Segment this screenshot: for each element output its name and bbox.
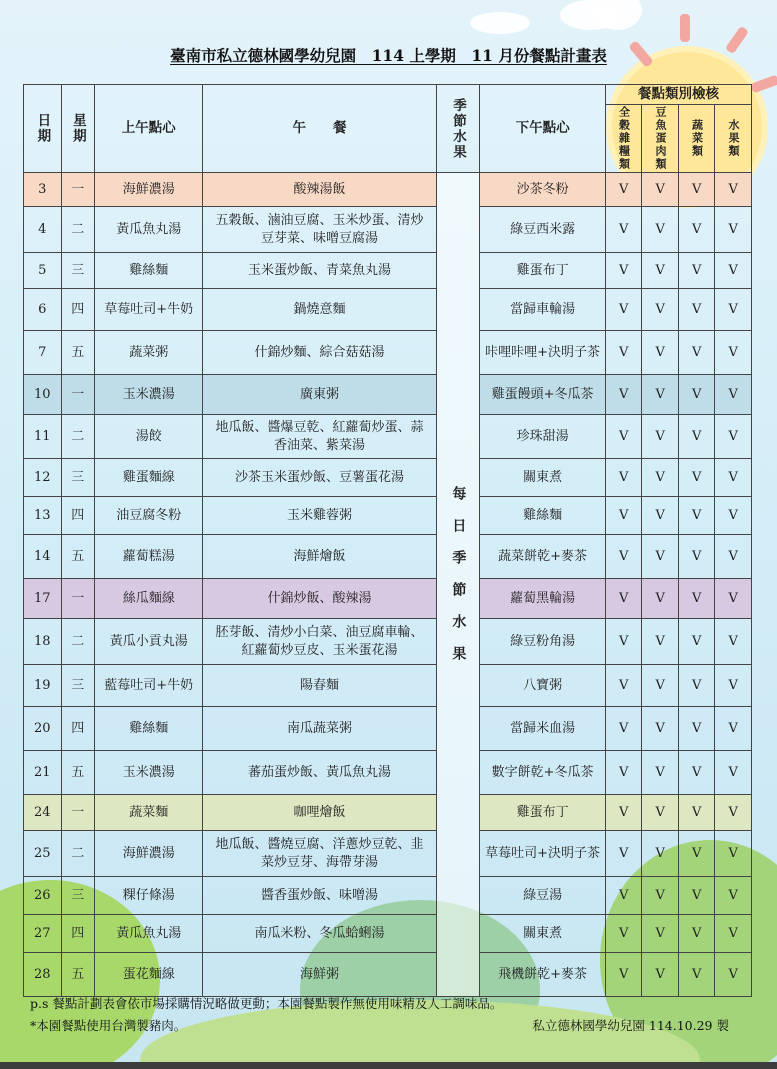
weekday-cell: 三 — [61, 665, 94, 707]
lunch-cell: 沙茶玉米蛋炒飯、豆薯蛋花湯 — [203, 459, 436, 497]
footer-note-1: p.s 餐點計劃表會依市場採購情況略做更動；本園餐點製作無使用味精及人工調味品。 — [30, 996, 503, 1011]
afternoon-snack-cell: 當歸車輪湯 — [480, 289, 606, 331]
lunch-cell: 酸辣湯飯 — [203, 173, 436, 207]
cloud-decoration — [470, 12, 530, 34]
lunch-cell: 南瓜蔬菜粥 — [203, 707, 436, 751]
lunch-cell: 地瓜飯、醬爆豆乾、紅蘿蔔炒蛋、蒜香油菜、紫菜湯 — [203, 415, 436, 459]
weekday-cell: 三 — [61, 459, 94, 497]
afternoon-snack-cell: 咔哩咔哩+決明子茶 — [480, 331, 606, 375]
check-mark-cell: V — [642, 497, 679, 535]
morning-snack-cell: 粿仔條湯 — [94, 877, 202, 915]
header-morning-snack: 上午點心 — [94, 85, 202, 173]
sun-ray-decoration — [750, 75, 777, 94]
weekday-cell: 四 — [61, 915, 94, 953]
check-mark-cell: V — [678, 535, 715, 579]
morning-snack-cell: 湯餃 — [94, 415, 202, 459]
date-cell: 10 — [24, 375, 62, 415]
morning-snack-cell: 雞絲麵 — [94, 707, 202, 751]
afternoon-snack-cell: 蘿蔔黑輪湯 — [480, 579, 606, 619]
weekday-cell: 一 — [61, 375, 94, 415]
morning-snack-cell: 海鮮濃湯 — [94, 173, 202, 207]
check-mark-cell: V — [642, 459, 679, 497]
check-mark-cell: V — [605, 173, 642, 207]
header-seasonal-fruit: 季節水果 — [436, 85, 480, 173]
check-mark-cell: V — [605, 375, 642, 415]
date-cell: 14 — [24, 535, 62, 579]
weekday-cell: 五 — [61, 953, 94, 997]
morning-snack-cell: 雞絲麵 — [94, 253, 202, 289]
afternoon-snack-cell: 雞絲麵 — [480, 497, 606, 535]
check-mark-cell: V — [678, 289, 715, 331]
check-mark-cell: V — [642, 173, 679, 207]
date-cell: 17 — [24, 579, 62, 619]
table-row — [24, 953, 752, 997]
weekday-cell: 五 — [61, 535, 94, 579]
table-row — [24, 665, 752, 707]
morning-snack-cell: 草莓吐司+牛奶 — [94, 289, 202, 331]
morning-snack-cell: 雞蛋麵線 — [94, 459, 202, 497]
morning-snack-cell: 藍莓吐司+牛奶 — [94, 665, 202, 707]
meal-plan-body — [24, 173, 752, 997]
check-mark-cell: V — [678, 207, 715, 253]
check-mark-cell: V — [605, 795, 642, 831]
footer-note-2: *本園餐點使用台灣製豬肉。 — [30, 1018, 187, 1033]
afternoon-snack-cell: 雞蛋饅頭+冬瓜茶 — [480, 375, 606, 415]
date-cell: 5 — [24, 253, 62, 289]
afternoon-snack-cell: 沙茶冬粉 — [480, 173, 606, 207]
check-mark-cell: V — [605, 289, 642, 331]
morning-snack-cell: 海鮮濃湯 — [94, 831, 202, 877]
date-cell: 7 — [24, 331, 62, 375]
weekday-cell: 二 — [61, 415, 94, 459]
lunch-cell: 胚芽飯、清炒小白菜、油豆腐車輪、紅蘿蔔炒豆皮、玉米蛋花湯 — [203, 619, 436, 665]
afternoon-snack-cell: 關東煮 — [480, 915, 606, 953]
table-row — [24, 289, 752, 331]
footer-signature: 私立德林國學幼兒園 114.10.29 製 — [532, 1018, 729, 1033]
table-row — [24, 535, 752, 579]
table-row — [24, 619, 752, 665]
check-mark-cell: V — [605, 915, 642, 953]
check-mark-cell: V — [715, 915, 752, 953]
date-cell: 3 — [24, 173, 62, 207]
check-mark-cell: V — [715, 289, 752, 331]
date-cell: 19 — [24, 665, 62, 707]
afternoon-snack-cell: 八寶粥 — [480, 665, 606, 707]
header-row — [24, 85, 752, 105]
afternoon-snack-cell: 雞蛋布丁 — [480, 253, 606, 289]
afternoon-snack-cell: 關東煮 — [480, 459, 606, 497]
bottom-bar — [0, 1062, 777, 1069]
header-lunch: 午 餐 — [203, 85, 436, 173]
header-date: 日期 — [24, 85, 62, 173]
check-mark-cell: V — [642, 331, 679, 375]
check-mark-cell: V — [715, 579, 752, 619]
date-cell: 6 — [24, 289, 62, 331]
check-mark-cell: V — [715, 207, 752, 253]
weekday-cell: 一 — [61, 173, 94, 207]
lunch-cell: 咖哩燴飯 — [203, 795, 436, 831]
date-cell: 18 — [24, 619, 62, 665]
lunch-cell: 海鮮粥 — [203, 953, 436, 997]
check-mark-cell: V — [715, 253, 752, 289]
morning-snack-cell: 蔬菜麵 — [94, 795, 202, 831]
afternoon-snack-cell: 蔬菜餅乾+麥茶 — [480, 535, 606, 579]
weekday-cell: 五 — [61, 751, 94, 795]
morning-snack-cell: 蔬菜粥 — [94, 331, 202, 375]
check-mark-cell: V — [642, 795, 679, 831]
weekday-cell: 四 — [61, 707, 94, 751]
check-mark-cell: V — [678, 877, 715, 915]
header-cat-vegetable: 蔬菜類 — [678, 105, 715, 173]
check-mark-cell: V — [605, 207, 642, 253]
weekday-cell: 三 — [61, 253, 94, 289]
date-cell: 13 — [24, 497, 62, 535]
check-mark-cell: V — [642, 253, 679, 289]
check-mark-cell: V — [642, 915, 679, 953]
check-mark-cell: V — [715, 497, 752, 535]
weekday-cell: 五 — [61, 331, 94, 375]
date-cell: 12 — [24, 459, 62, 497]
check-mark-cell: V — [715, 953, 752, 997]
table-row — [24, 707, 752, 751]
afternoon-snack-cell: 草莓吐司+決明子茶 — [480, 831, 606, 877]
lunch-cell: 鍋燒意麵 — [203, 289, 436, 331]
check-mark-cell: V — [605, 707, 642, 751]
check-mark-cell: V — [642, 415, 679, 459]
check-mark-cell: V — [715, 877, 752, 915]
lunch-cell: 醬香蛋炒飯、味噌湯 — [203, 877, 436, 915]
check-mark-cell: V — [605, 497, 642, 535]
check-mark-cell: V — [678, 459, 715, 497]
weekday-cell: 一 — [61, 795, 94, 831]
header-afternoon-snack: 下午點心 — [480, 85, 606, 173]
check-mark-cell: V — [605, 619, 642, 665]
date-cell: 21 — [24, 751, 62, 795]
lunch-cell: 地瓜飯、醬燒豆腐、洋蔥炒豆乾、韭菜炒豆芽、海帶芽湯 — [203, 831, 436, 877]
check-mark-cell: V — [605, 535, 642, 579]
check-mark-cell: V — [715, 831, 752, 877]
date-cell: 20 — [24, 707, 62, 751]
lunch-cell: 什錦炒飯、酸辣湯 — [203, 579, 436, 619]
check-mark-cell: V — [678, 497, 715, 535]
table-row — [24, 415, 752, 459]
check-mark-cell: V — [678, 253, 715, 289]
check-mark-cell: V — [642, 707, 679, 751]
check-mark-cell: V — [605, 331, 642, 375]
morning-snack-cell: 黃瓜魚丸湯 — [94, 915, 202, 953]
table-row — [24, 253, 752, 289]
table-row — [24, 459, 752, 497]
check-mark-cell: V — [642, 831, 679, 877]
weekday-cell: 四 — [61, 497, 94, 535]
seasonal-fruit-label: 每日季節水果 — [450, 485, 467, 678]
check-mark-cell: V — [642, 207, 679, 253]
check-mark-cell: V — [678, 331, 715, 375]
lunch-cell: 南瓜米粉、冬瓜蛤蜊湯 — [203, 915, 436, 953]
header-cat-protein: 豆魚蛋肉類 — [642, 105, 679, 173]
check-mark-cell: V — [642, 751, 679, 795]
check-mark-cell: V — [605, 831, 642, 877]
check-mark-cell: V — [678, 415, 715, 459]
check-mark-cell: V — [642, 877, 679, 915]
check-mark-cell: V — [678, 953, 715, 997]
lunch-cell: 玉米雞蓉粥 — [203, 497, 436, 535]
morning-snack-cell: 蛋花麵線 — [94, 953, 202, 997]
afternoon-snack-cell: 綠豆粉角湯 — [480, 619, 606, 665]
table-row — [24, 877, 752, 915]
morning-snack-cell: 蘿蔔糕湯 — [94, 535, 202, 579]
lunch-cell: 五穀飯、滷油豆腐、玉米炒蛋、清炒豆芽菜、味噌豆腐湯 — [203, 207, 436, 253]
check-mark-cell: V — [715, 751, 752, 795]
lunch-cell: 玉米蛋炒飯、青菜魚丸湯 — [203, 253, 436, 289]
table-row — [24, 497, 752, 535]
check-mark-cell: V — [605, 253, 642, 289]
table-row — [24, 751, 752, 795]
check-mark-cell: V — [678, 751, 715, 795]
check-mark-cell: V — [642, 375, 679, 415]
table-row — [24, 173, 752, 207]
page-title: 臺南市私立德林國學幼兒園 114 上學期 11 月份餐點計畫表 — [170, 46, 607, 65]
check-mark-cell: V — [678, 795, 715, 831]
afternoon-snack-cell: 當歸米血湯 — [480, 707, 606, 751]
date-cell: 25 — [24, 831, 62, 877]
check-mark-cell: V — [605, 953, 642, 997]
weekday-cell: 二 — [61, 619, 94, 665]
table-row — [24, 207, 752, 253]
morning-snack-cell: 黃瓜小貢丸湯 — [94, 619, 202, 665]
check-mark-cell: V — [642, 289, 679, 331]
check-mark-cell: V — [642, 619, 679, 665]
check-mark-cell: V — [678, 579, 715, 619]
weekday-cell: 二 — [61, 207, 94, 253]
table-row — [24, 795, 752, 831]
check-mark-cell: V — [678, 375, 715, 415]
check-mark-cell: V — [715, 619, 752, 665]
header-cat-grains: 全穀雜糧類 — [605, 105, 642, 173]
header-weekday: 星期 — [61, 85, 94, 173]
seasonal-fruit-cell — [436, 173, 480, 997]
check-mark-cell: V — [678, 619, 715, 665]
date-cell: 24 — [24, 795, 62, 831]
check-mark-cell: V — [715, 665, 752, 707]
check-mark-cell: V — [605, 665, 642, 707]
weekday-cell: 三 — [61, 877, 94, 915]
sun-ray-decoration — [680, 14, 690, 42]
check-mark-cell: V — [678, 665, 715, 707]
check-mark-cell: V — [605, 579, 642, 619]
date-cell: 27 — [24, 915, 62, 953]
check-mark-cell: V — [642, 535, 679, 579]
check-mark-cell: V — [715, 375, 752, 415]
weekday-cell: 一 — [61, 579, 94, 619]
morning-snack-cell: 玉米濃湯 — [94, 751, 202, 795]
check-mark-cell: V — [715, 331, 752, 375]
check-mark-cell: V — [605, 415, 642, 459]
table-row — [24, 375, 752, 415]
table-row — [24, 831, 752, 877]
check-mark-cell: V — [715, 535, 752, 579]
afternoon-snack-cell: 數字餅乾+冬瓜茶 — [480, 751, 606, 795]
morning-snack-cell: 絲瓜麵線 — [94, 579, 202, 619]
check-mark-cell: V — [678, 915, 715, 953]
check-mark-cell: V — [715, 173, 752, 207]
morning-snack-cell: 黃瓜魚丸湯 — [94, 207, 202, 253]
lunch-cell: 什錦炒麵、綜合菇菇湯 — [203, 331, 436, 375]
morning-snack-cell: 玉米濃湯 — [94, 375, 202, 415]
date-cell: 26 — [24, 877, 62, 915]
header-cat-fruit: 水果類 — [715, 105, 752, 173]
header-category-check: 餐點類別檢核 — [605, 85, 751, 105]
table-row — [24, 579, 752, 619]
check-mark-cell: V — [678, 707, 715, 751]
check-mark-cell: V — [605, 877, 642, 915]
check-mark-cell: V — [715, 459, 752, 497]
check-mark-cell: V — [678, 173, 715, 207]
afternoon-snack-cell: 雞蛋布丁 — [480, 795, 606, 831]
check-mark-cell: V — [642, 953, 679, 997]
date-cell: 4 — [24, 207, 62, 253]
weekday-cell: 四 — [61, 289, 94, 331]
lunch-cell: 蕃茄蛋炒飯、黃瓜魚丸湯 — [203, 751, 436, 795]
lunch-cell: 廣東粥 — [203, 375, 436, 415]
afternoon-snack-cell: 綠豆湯 — [480, 877, 606, 915]
table-row — [24, 915, 752, 953]
weekday-cell: 二 — [61, 831, 94, 877]
date-cell: 11 — [24, 415, 62, 459]
check-mark-cell: V — [678, 831, 715, 877]
meal-plan-table — [23, 84, 752, 997]
check-mark-cell: V — [715, 707, 752, 751]
check-mark-cell: V — [715, 415, 752, 459]
check-mark-cell: V — [642, 579, 679, 619]
lunch-cell: 海鮮燴飯 — [203, 535, 436, 579]
date-cell: 28 — [24, 953, 62, 997]
afternoon-snack-cell: 飛機餅乾+麥茶 — [480, 953, 606, 997]
morning-snack-cell: 油豆腐冬粉 — [94, 497, 202, 535]
check-mark-cell: V — [642, 665, 679, 707]
lunch-cell: 陽春麵 — [203, 665, 436, 707]
check-mark-cell: V — [605, 459, 642, 497]
table-row — [24, 331, 752, 375]
afternoon-snack-cell: 綠豆西米露 — [480, 207, 606, 253]
afternoon-snack-cell: 珍珠甜湯 — [480, 415, 606, 459]
check-mark-cell: V — [715, 795, 752, 831]
check-mark-cell: V — [605, 751, 642, 795]
